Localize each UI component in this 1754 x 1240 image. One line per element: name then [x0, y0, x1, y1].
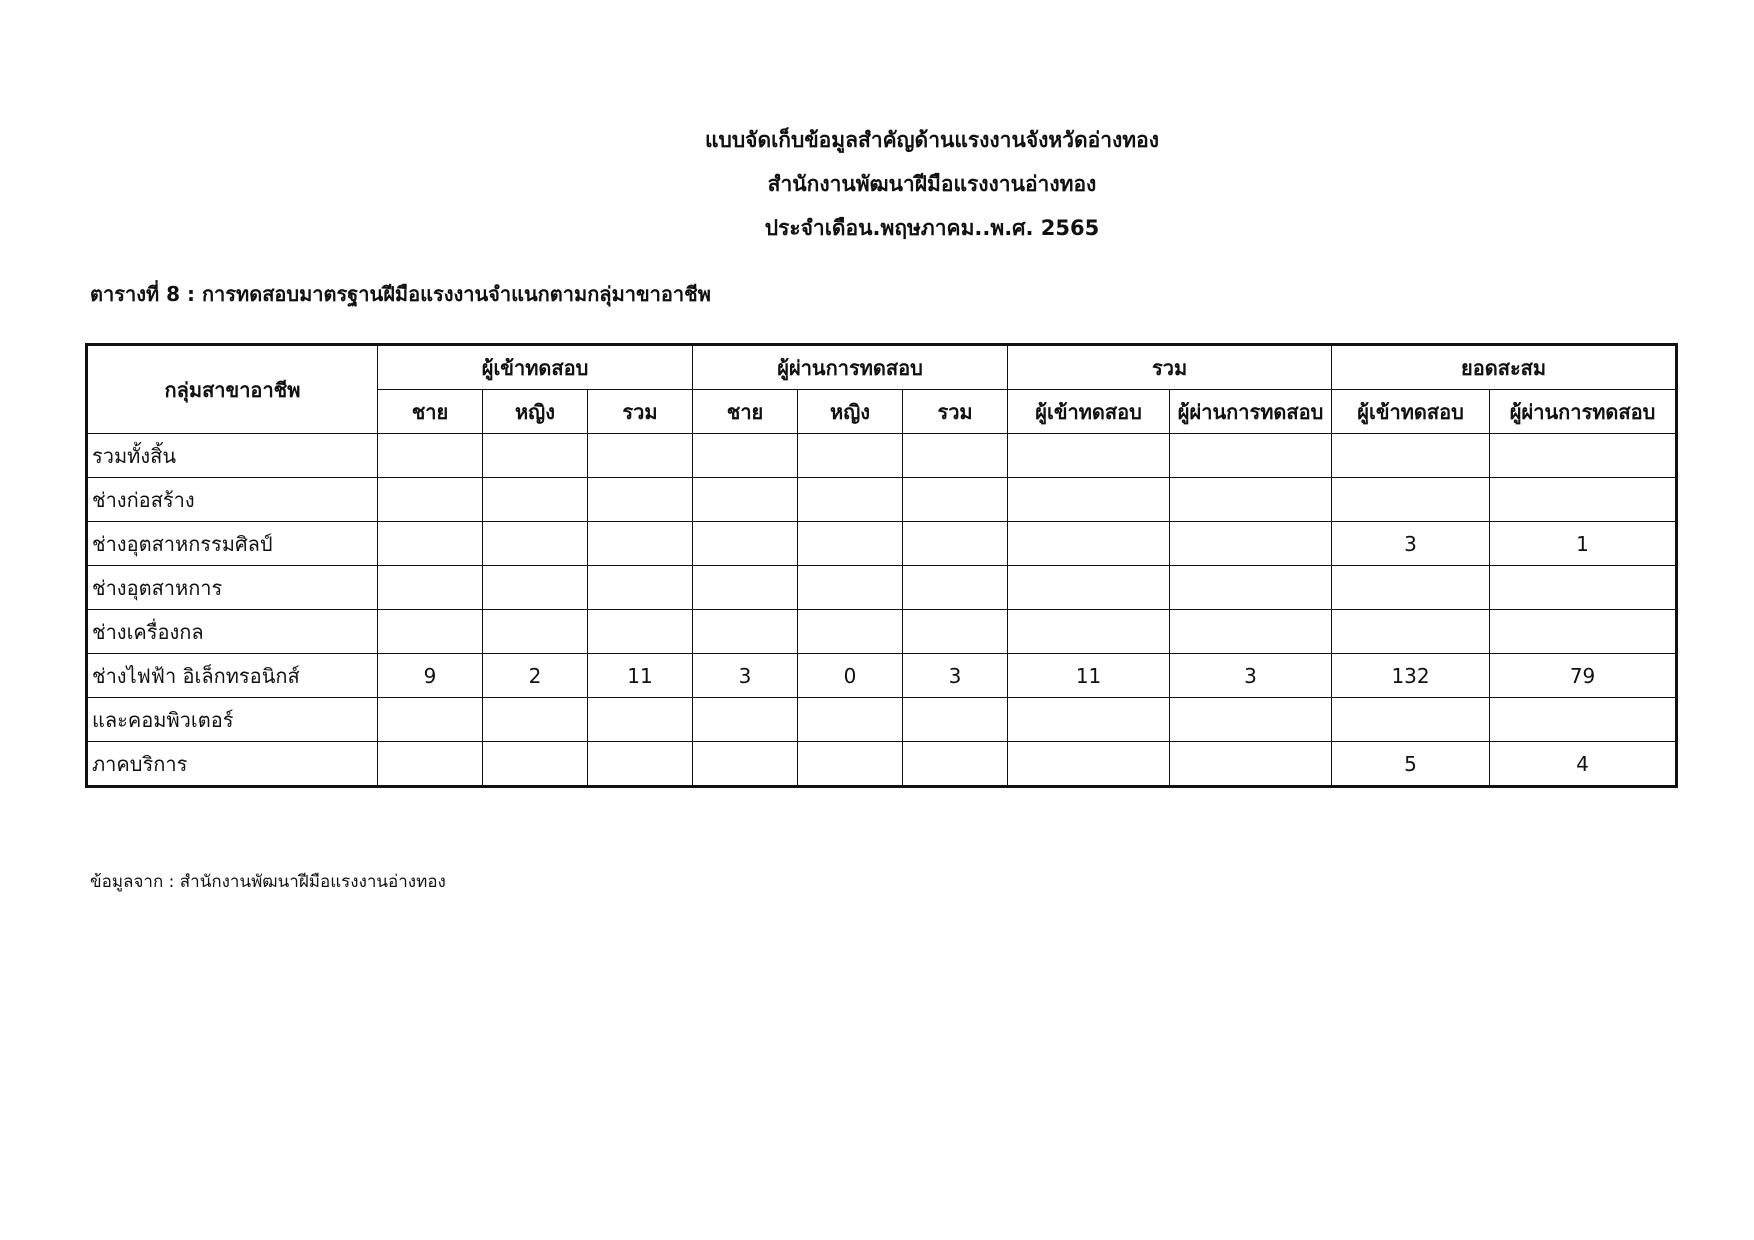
row-label: ช่างเครื่องกล [87, 610, 378, 654]
table-cell [588, 742, 693, 787]
table-cell: 11 [588, 654, 693, 698]
table-cell [1008, 434, 1170, 478]
row-label: ช่างอุตสาหการ [87, 566, 378, 610]
table-cell [1490, 478, 1677, 522]
table-cell [483, 478, 588, 522]
table-cell [588, 610, 693, 654]
table-cell [1008, 698, 1170, 742]
table-cell [1170, 522, 1332, 566]
row-label: รวมทั้งสิ้น [87, 434, 378, 478]
table-row [87, 654, 1677, 698]
column-header-passed: ผู้ผ่านการทดสอบ [693, 345, 1008, 390]
table-cell [378, 742, 483, 787]
table-cell [1490, 566, 1677, 610]
column-header-cumulative: ยอดสะสม [1332, 345, 1677, 390]
row-label: ช่างก่อสร้าง [87, 478, 378, 522]
row-label: ภาคบริการ [87, 742, 378, 787]
table-cell [798, 566, 903, 610]
table-cell [378, 522, 483, 566]
table-cell: 0 [798, 654, 903, 698]
table-cell [588, 522, 693, 566]
table-cell [1490, 698, 1677, 742]
table-cell [693, 742, 798, 787]
table-cell [1332, 610, 1490, 654]
table-cell [798, 478, 903, 522]
table-row [87, 610, 1677, 654]
table-cell [1490, 610, 1677, 654]
table-cell: 2 [483, 654, 588, 698]
table-cell [1490, 434, 1677, 478]
sub-header-male: ชาย [378, 390, 483, 434]
table-cell [483, 610, 588, 654]
table-cell [1170, 478, 1332, 522]
table-cell [1008, 742, 1170, 787]
table-cell [378, 610, 483, 654]
table-cell [483, 434, 588, 478]
document-header [0, 118, 1754, 250]
table-row [87, 434, 1677, 478]
sub-header-passed: ผู้ผ่านการทดสอบ [1170, 390, 1332, 434]
sub-header-female: หญิง [798, 390, 903, 434]
table-cell [378, 698, 483, 742]
table-cell [693, 610, 798, 654]
column-header-total: รวม [1008, 345, 1332, 390]
table-cell [1332, 698, 1490, 742]
table-cell [903, 698, 1008, 742]
table-cell [1008, 478, 1170, 522]
table-cell: 11 [1008, 654, 1170, 698]
sub-header-total: รวม [588, 390, 693, 434]
table-cell [903, 434, 1008, 478]
row-label: และคอมพิวเตอร์ [87, 698, 378, 742]
table-cell [1008, 610, 1170, 654]
table-cell: 5 [1332, 742, 1490, 787]
table-cell [1332, 566, 1490, 610]
table-cell [1008, 566, 1170, 610]
table-cell [483, 698, 588, 742]
table-row [87, 698, 1677, 742]
table-cell [1170, 698, 1332, 742]
table-row [87, 742, 1677, 787]
table-cell [1170, 610, 1332, 654]
table-cell [693, 698, 798, 742]
table-cell [483, 522, 588, 566]
table-cell [1332, 434, 1490, 478]
table-cell [693, 434, 798, 478]
table-cell [378, 434, 483, 478]
row-label: ช่างไฟฟ้า อิเล็กทรอนิกส์ [87, 654, 378, 698]
table-cell [1170, 742, 1332, 787]
test-results-table [85, 343, 1678, 788]
table-cell: 3 [1170, 654, 1332, 698]
table-cell [903, 610, 1008, 654]
table-cell: 3 [903, 654, 1008, 698]
table-cell [483, 742, 588, 787]
table-cell: 4 [1490, 742, 1677, 787]
header-title: แบบจัดเก็บข้อมูลสำคัญด้านแรงงานจังหวัดอ่างทอง [704, 128, 1160, 152]
column-header-test-takers: ผู้เข้าทดสอบ [378, 345, 693, 390]
table-cell [588, 434, 693, 478]
table-cell [588, 566, 693, 610]
table-cell [1170, 566, 1332, 610]
table-row [87, 522, 1677, 566]
table-cell [903, 742, 1008, 787]
table-cell [798, 698, 903, 742]
table-row [87, 478, 1677, 522]
table-cell [693, 478, 798, 522]
table-cell: 3 [693, 654, 798, 698]
table-cell [798, 522, 903, 566]
table-row [87, 566, 1677, 610]
table-cell [903, 566, 1008, 610]
table-cell: 1 [1490, 522, 1677, 566]
table-cell [588, 478, 693, 522]
column-header-occupation-group: กลุ่มสาขาอาชีพ [87, 345, 378, 434]
table-cell [798, 434, 903, 478]
table-cell [693, 522, 798, 566]
table-cell: 3 [1332, 522, 1490, 566]
table-cell [1008, 522, 1170, 566]
table-cell [1170, 434, 1332, 478]
row-label: ช่างอุตสาหกรรมศิลป์ [87, 522, 378, 566]
table-cell [798, 610, 903, 654]
sub-header-test-takers: ผู้เข้าทดสอบ [1332, 390, 1490, 434]
sub-header-male: ชาย [693, 390, 798, 434]
table-cell: 9 [378, 654, 483, 698]
table-cell [1332, 478, 1490, 522]
table-cell [903, 478, 1008, 522]
table-header-row-top [87, 345, 1677, 390]
sub-header-test-takers: ผู้เข้าทดสอบ [1008, 390, 1170, 434]
table-cell: 132 [1332, 654, 1490, 698]
table-body [87, 434, 1677, 787]
header-office: สำนักงานพัฒนาฝีมือแรงงานอ่างทอง [767, 172, 1097, 196]
sub-header-passed: ผู้ผ่านการทดสอบ [1490, 390, 1677, 434]
table-cell [483, 566, 588, 610]
table-cell [798, 742, 903, 787]
table-cell [378, 566, 483, 610]
table-cell [378, 478, 483, 522]
table-cell [693, 566, 798, 610]
sub-header-total: รวม [903, 390, 1008, 434]
header-period: ประจำเดือน.พฤษภาคม..พ.ศ. 2565 [764, 216, 1100, 240]
table-cell [588, 698, 693, 742]
source-note: ข้อมูลจาก : สำนักงานพัฒนาฝีมือแรงงานอ่างทอง [90, 872, 446, 892]
table-caption: ตารางที่ 8 : การทดสอบมาตรฐานฝีมือแรงงานจำแนกตามกลุ่มาขาอาชีพ [90, 282, 711, 306]
table-cell: 79 [1490, 654, 1677, 698]
sub-header-female: หญิง [483, 390, 588, 434]
table-cell [903, 522, 1008, 566]
